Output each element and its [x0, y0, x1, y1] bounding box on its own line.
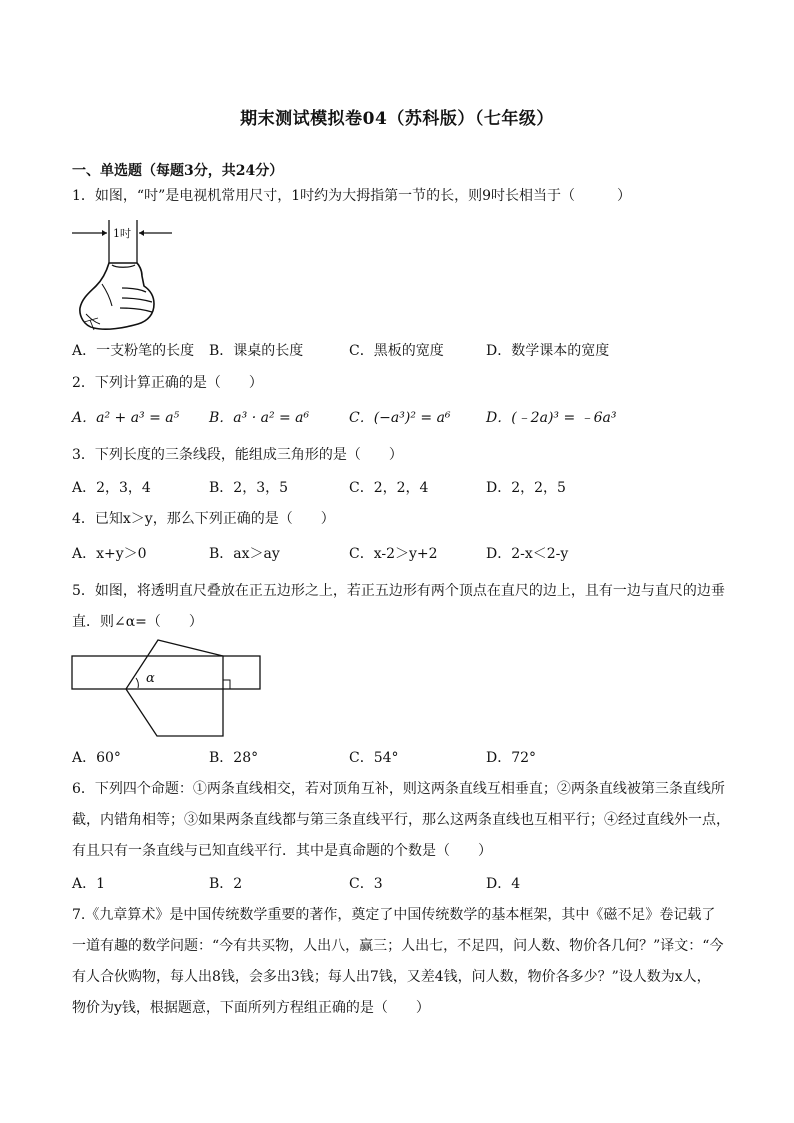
ruler-rect [72, 656, 260, 689]
page-title: 期末测试模拟卷04（苏科版）（七年级） [240, 109, 554, 129]
q4-option-d[interactable]: D．2-x＜2-y [486, 546, 569, 562]
q5-option-b[interactable]: B．28° [209, 750, 259, 766]
q1-option-c[interactable]: C．黑板的宽度 [349, 343, 444, 359]
q4-stem: 4．已知x＞y，那么下列正确的是（ ） [72, 511, 335, 527]
q5-option-a[interactable]: A．60° [72, 750, 121, 766]
q2-stem: 2．下列计算正确的是（ ） [72, 375, 263, 391]
q1-option-d[interactable]: D．数学课本的宽度 [486, 343, 610, 359]
q3-option-c[interactable]: C．2，2，4 [349, 480, 429, 496]
q6-stem-line1: 6．下列四个命题：①两条直线相交，若对顶角互补，则这两条直线互相垂直；②两条直线被第三条直线所 [72, 781, 725, 797]
q2-option-d[interactable]: D．(﹣2a)³ = ﹣6a³ [486, 410, 617, 426]
angle-arc [136, 678, 138, 688]
q2-options [72, 407, 722, 427]
section-heading: 一、单选题（每题3分，共24分） [72, 163, 284, 179]
q4-option-a[interactable]: A．x+y＞0 [72, 546, 147, 562]
q3-stem: 3．下列长度的三条线段，能组成三角形的是（ ） [72, 447, 403, 463]
q1-option-a[interactable]: A．一支粉笔的长度 [72, 343, 195, 359]
q6-stem-line2: 截，内错角相等；③如果两条直线都与第三条直线平行，那么这两条直线也互相平行；④经过直线外一点， [72, 812, 730, 828]
alpha-label: α [146, 671, 155, 686]
q7-stem-line3: 有人合伙购物，每人出8钱，会多出3钱；每人出7钱，又差4钱，问人数，物价各多少？”设人数为x人， [72, 969, 711, 985]
q5-option-d[interactable]: D．72° [486, 750, 537, 766]
q7-stem-line4: 物价为y钱，根据题意，下面所列方程组正确的是（ ） [72, 1000, 430, 1016]
q4-option-c[interactable]: C．x-2＞y+2 [349, 546, 438, 562]
q2-option-b[interactable]: B．a³ · a² = a⁶ [209, 410, 310, 426]
q4-option-b[interactable]: B．ax＞ay [209, 546, 280, 562]
q7-stem-line2: 一道有趣的数学问题：“今有共买物，人出八，赢三；人出七，不足四，问人数、物价各几何？”译文：“今 [72, 938, 724, 954]
q6-option-a[interactable]: A．1 [72, 876, 106, 892]
q6-option-b[interactable]: B．2 [209, 876, 243, 892]
q6-option-d[interactable]: D．4 [486, 876, 521, 892]
q3-option-a[interactable]: A．2，3，4 [72, 480, 151, 496]
q5-stem-line1: 5．如图，将透明直尺叠放在正五边形之上，若正五边形有两个顶点在直尺的边上，且有一边与直尺的边垂 [72, 583, 725, 599]
q3-option-d[interactable]: D．2，2，5 [486, 480, 566, 496]
q3-option-b[interactable]: B．2，3，5 [209, 480, 289, 496]
thumb-figure [72, 218, 182, 336]
ruler-pentagon-figure [70, 634, 266, 742]
q6-options [72, 873, 722, 893]
right-angle-mark [223, 680, 230, 689]
q5-stem-line2: 直．则∠α=（ ） [72, 614, 203, 630]
q7-stem-line1: 7.《九章算术》是中国传统数学重要的著作，奠定了中国传统数学的基本框架，其中《磁不足》卷记载了 [72, 907, 716, 923]
q5-option-c[interactable]: C．54° [349, 750, 399, 766]
q1-option-b[interactable]: B．课桌的长度 [209, 343, 304, 359]
q6-option-c[interactable]: C．3 [349, 876, 383, 892]
q5-options [72, 747, 722, 767]
pentagon-shape [126, 640, 223, 736]
thumb-outline [80, 263, 154, 329]
q6-stem-line3: 有且只有一条直线与已知直线平行．其中是真命题的个数是（ ） [72, 843, 492, 859]
q1-stem: 1．如图，“吋”是电视机常用尺寸，1吋约为大拇指第一节的长，则9吋长相当于（ ） [72, 188, 632, 204]
q1-options [72, 340, 722, 360]
q3-options [72, 477, 722, 497]
q4-options [72, 543, 722, 563]
q2-option-a[interactable]: A．a² + a³ = a⁵ [72, 410, 180, 426]
inch-label: 1吋 [113, 227, 131, 240]
q2-option-c[interactable]: C．(−a³)² = a⁶ [349, 410, 451, 426]
